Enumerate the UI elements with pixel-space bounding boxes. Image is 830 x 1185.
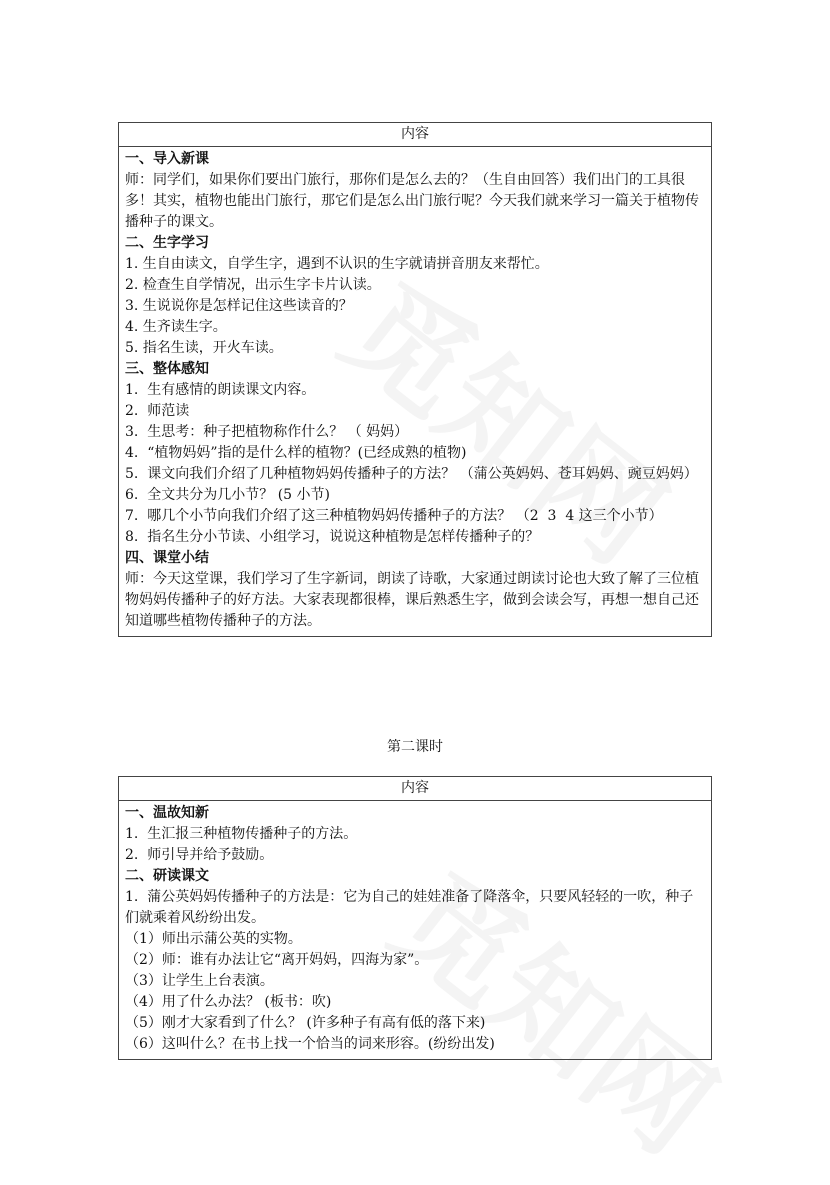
table-header: 内容 bbox=[119, 777, 711, 801]
text-line: 6. 全文共分为几小节？ (5 小节) bbox=[125, 487, 330, 503]
section-heading: 一、温故知新 bbox=[125, 805, 209, 821]
text-line: 5. 课文向我们介绍了几种植物妈妈传播种子的方法？ （蒲公英妈妈、苍耳妈妈、豌豆妈妈） bbox=[125, 466, 698, 482]
lesson-title: 第二课时 bbox=[387, 739, 443, 755]
text-line: 2. 检查生自学情况，出示生字卡片认读。 bbox=[125, 277, 381, 293]
text-line: （2）师：谁有办法让它“离开妈妈，四海为家”。 bbox=[125, 952, 429, 968]
text-line: 2. 师范读 bbox=[125, 403, 190, 419]
text-line: 3. 生思考：种子把植物称作什么？ （ 妈妈） bbox=[125, 424, 409, 440]
section-heading: 四、课堂小结 bbox=[125, 550, 209, 566]
text-line: 3. 生说说你是怎样记住这些读音的？ bbox=[125, 298, 353, 314]
text-line: （1）师出示蒲公英的实物。 bbox=[125, 931, 302, 947]
content-table-1 bbox=[118, 122, 712, 637]
text-line: （4）用了什么办法？ (板书：吹) bbox=[125, 994, 332, 1010]
text-line: 4. 生齐读生字。 bbox=[125, 319, 227, 335]
section-heading: 二、研读课文 bbox=[125, 868, 209, 884]
section-heading: 二、生字学习 bbox=[125, 235, 209, 251]
text-line: 1. 生汇报三种植物传播种子的方法。 bbox=[125, 826, 358, 842]
text-line: 2. 师引导并给予鼓励。 bbox=[125, 847, 274, 863]
text-line: （3）让学生上台表演。 bbox=[125, 973, 274, 989]
text-line: 7. 哪几个小节向我们介绍了这三种植物妈妈传播种子的方法？ （2 3 4 这三个小节） bbox=[125, 508, 663, 524]
section-heading: 三、整体感知 bbox=[125, 361, 209, 377]
section-heading: 一、导入新课 bbox=[125, 151, 209, 167]
text-line: （5）刚才大家看到了什么？ (许多种子有高有低的落下来) bbox=[125, 1015, 486, 1031]
text-line: 4. “植物妈妈”指的是什么样的植物？(已经成熟的植物) bbox=[125, 445, 467, 461]
content-table-2 bbox=[118, 776, 712, 1060]
text-line: 1. 生自由读文，自学生字，遇到不认识的生字就请拼音朋友来帮忙。 bbox=[125, 256, 549, 272]
table-header: 内容 bbox=[119, 123, 711, 147]
text-line: 师：同学们，如果你们要出门旅行，那你们是怎么去的？（生自由回答）我们出门的工具很多！其实，植物也能出门旅行，那它们是怎么出门旅行呢？今天我们就来学习一篇关于植物传播种子的课文。 bbox=[125, 172, 699, 230]
text-line: 5. 指名生读，开火车读。 bbox=[125, 340, 283, 356]
text-line: 1. 生有感情的朗读课文内容。 bbox=[125, 382, 316, 398]
table-body bbox=[119, 801, 711, 1059]
table-body bbox=[119, 147, 711, 636]
text-line: 师：今天这堂课，我们学习了生字新词，朗读了诗歌，大家通过朗读讨论也大致了解了三位植物妈妈传播种子的好方法。大家表现都很棒，课后熟悉生字，做到会读会写，再想一想自己还知道哪些植物传播种子的方法。 bbox=[125, 571, 699, 629]
text-line: 8. 指名生分小节读、小组学习，说说这种植物是怎样传播种子的？ bbox=[125, 529, 540, 545]
text-line: 1. 蒲公英妈妈传播种子的方法是：它为自己的娃娃准备了降落伞，只要风轻轻的一吹，种子们就乘着风纷纷出发。 bbox=[125, 889, 694, 926]
text-line: （6）这叫什么？在书上找一个恰当的词来形容。(纷纷出发) bbox=[125, 1036, 495, 1052]
